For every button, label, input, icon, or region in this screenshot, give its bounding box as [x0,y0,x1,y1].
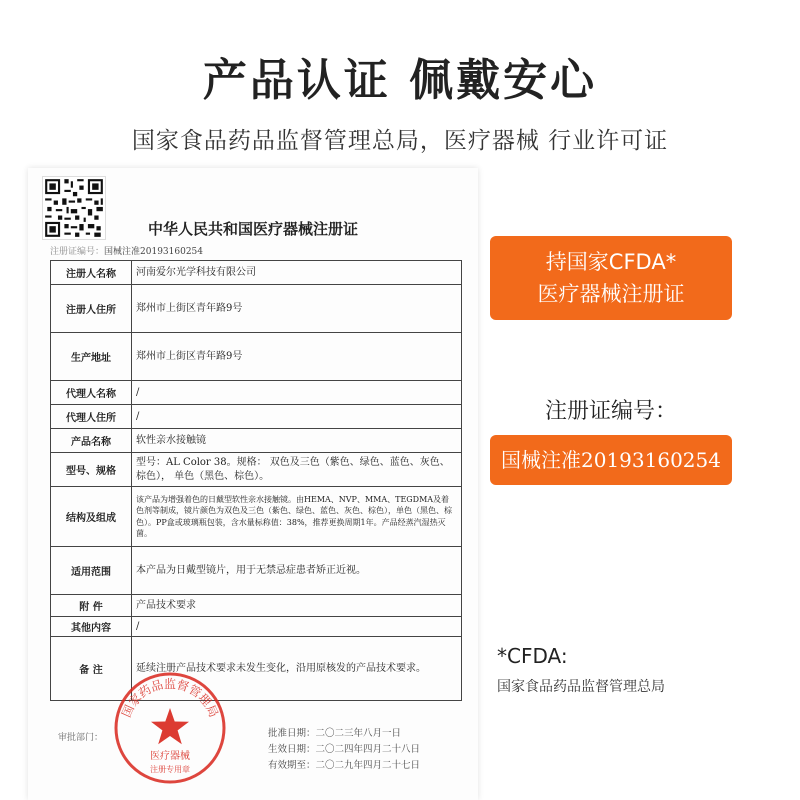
seal-arc-text: 国家药品监督管理局 [119,677,221,720]
row-label: 代理人名称 [51,381,132,405]
row-label: 注册人名称 [51,261,132,285]
table-row [51,333,462,381]
page-title: 产品认证 佩戴安心 [202,55,598,106]
row-value: / [132,617,462,637]
footnote-description: 国家食品药品监督管理总局 [497,679,665,695]
page-subtitle: 国家食品药品监督管理总局，医疗器械 行业许可证 [131,128,669,154]
certificate-table [50,260,462,701]
review-department: 审批部门： [58,733,104,743]
row-value: 河南爱尔光学科技有限公司 [132,261,462,285]
row-label: 适用范围 [51,547,132,595]
expiry-date: 有效期至：二〇二九年四月二十七日 [268,760,421,771]
row-value: 型号：AL Color 38。规格： 双色及三色（紫色、绿色、蓝色、灰色、棕色）， 单色（黑色、棕色）。 [132,453,462,487]
table-row [51,595,462,617]
badge-line-1: 持国家CFDA* [545,250,677,274]
row-value: 延续注册产品技术要求未发生变化，沿用原核发的产品技术要求。 [132,637,462,701]
badge-line-2: 医疗器械注册证 [537,282,685,306]
row-label: 产品名称 [51,429,132,453]
row-label: 型号、规格 [51,453,132,487]
certificate-reg-number: 国械注准20193160254 [104,247,204,257]
registration-number-label: 注册证编号： [544,399,677,424]
row-value: 郑州市上街区青年路9号 [132,333,462,381]
certificate-reg-label: 注册证编号： [50,247,105,257]
table-row [51,547,462,595]
approval-date: 批准日期：二〇二三年八月一日 [268,728,402,739]
row-value: 本产品为日戴型镜片，用于无禁忌症患者矫正近视。 [132,547,462,595]
certificate-reg-line [50,244,203,257]
row-value: / [132,405,462,429]
row-label: 代理人住所 [51,405,132,429]
registration-number-badge: 国械注准20193160254 [490,435,732,485]
row-label: 注册人住所 [51,285,132,333]
footnote-title: *CFDA: [497,644,568,668]
row-label: 附 件 [51,595,132,617]
table-row [51,381,462,405]
table-row [51,285,462,333]
certificate-heading: 中华人民共和国医疗器械注册证 [147,220,358,238]
row-label: 备 注 [51,637,132,701]
certificate-document [28,168,478,800]
table-row [51,261,462,285]
table-row [51,453,462,487]
official-seal-icon [110,668,230,788]
seal-center-text: 医疗器械 [150,751,190,762]
table-row [51,405,462,429]
row-value: 该产品为增强着色的日戴型软性亲水接触镜。由HEMA、NVP、MMA、TEGDMA及着色剂等制成，镜片颜色为双色及三色（紫色、绿色、蓝色、灰色、棕色），单色（黑色、棕色）。PP盒或玻璃瓶包装，含水量标称值：38%，推荐更换周期1年。产品经蒸汽湿热灭菌。 [132,487,462,547]
certificate-dates [268,726,420,774]
effective-date: 生效日期：二〇二四年四月二十八日 [268,744,421,755]
row-label: 其他内容 [51,617,132,637]
row-value: 软性亲水接触镜 [132,429,462,453]
row-value: 产品技术要求 [132,595,462,617]
seal-sub-text: 注册专用章 [150,765,190,774]
table-row [51,487,462,547]
row-value: / [132,381,462,405]
row-label: 结构及组成 [51,487,132,547]
table-row [51,429,462,453]
cfda-certificate-badge [490,236,732,320]
row-label: 生产地址 [51,333,132,381]
table-row [51,617,462,637]
row-value: 郑州市上街区青年路9号 [132,285,462,333]
